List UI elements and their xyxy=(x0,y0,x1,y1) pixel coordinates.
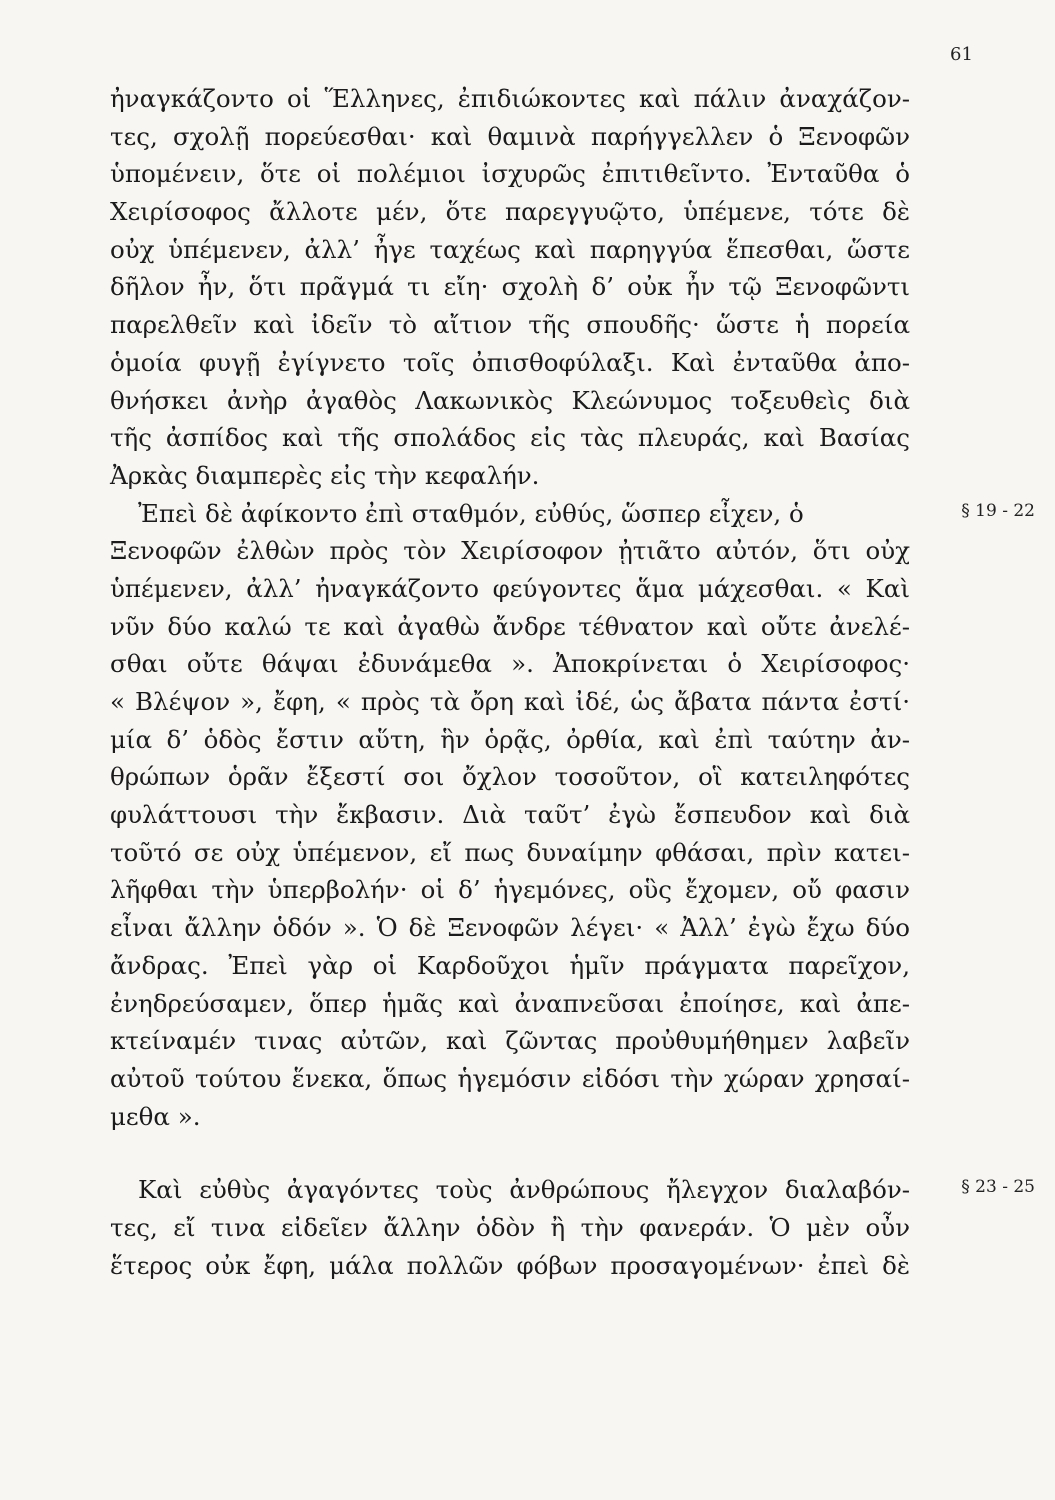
text-line: λῆφθαι τὴν ὑπερβολήν· οἱ δ’ ἡγεμόνες, οὓς ἔχομεν, οὔ φασιν xyxy=(110,875,910,905)
text-line: θρώπων ὁρᾶν ἔξεστί σοι ὄχλον τοσοῦτον, οἳ κατειληφότες xyxy=(110,762,910,792)
text-line: οὐχ ὑπέμενεν, ἀλλ’ ἦγε ταχέως καὶ παρηγγύα ἕπεσθαι, ὥστε xyxy=(110,234,910,264)
text-line: αὐτοῦ τούτου ἕνεκα, ὅπως ἡγεμόσιν εἰδόσι τὴν χώραν χρησαί- xyxy=(110,1063,910,1093)
text-line: Ξενοφῶν ἐλθὼν πρὸς τὸν Χειρίσοφον ᾐτιᾶτο αὐτόν, ὅτι οὐχ xyxy=(110,536,910,566)
paragraph xyxy=(110,495,1035,1136)
text-line: εἶναι ἄλλην ὁδόν ». Ὁ δὲ Ξενοφῶν λέγει· « Ἀλλ’ ἐγὼ ἔχω δύο xyxy=(110,913,910,943)
text-line: μία δ’ ὁδὸς ἔστιν αὕτη, ἣν ὁρᾷς, ὀρθία, καὶ ἐπὶ ταύτην ἀν- xyxy=(110,724,910,754)
text-line: ἐνηδρεύσαμεν, ὅπερ ἡμᾶς καὶ ἀναπνεῦσαι ἐποίησε, καὶ ἀπε- xyxy=(110,988,910,1018)
text-line: Χειρίσοφος ἄλλοτε μέν, ὅτε παρεγγυῷτο, ὑπέμενε, τότε δὲ xyxy=(110,197,910,227)
paragraph-gap xyxy=(110,1135,910,1171)
text-line: ὁμοία φυγῇ ἐγίγνετο τοῖς ὀπισθοφύλαξι. Καὶ ἐνταῦθα ἀπο- xyxy=(110,347,910,377)
text-line: « Βλέψον », ἔφη, « πρὸς τὰ ὄρη καὶ ἰδέ, ὡς ἄβατα πάντα ἐστί· xyxy=(110,687,910,716)
text-line: Ἀρκὰς διαμπερὲς εἰς τὴν κεφαλήν. xyxy=(110,460,540,490)
page-number: 61 xyxy=(950,44,973,65)
text-line: τοῦτό σε οὐχ ὑπέμενον, εἴ πως δυναίμην φθάσαι, πρὶν κατει- xyxy=(110,837,910,867)
text-line: κτείναμέν τινας αὐτῶν, καὶ ζῶντας προὐθυμήθημεν λαβεῖν xyxy=(110,1026,910,1056)
text-line: τῆς ἀσπίδος καὶ τῆς σπολάδος εἰς τὰς πλευράς, καὶ Βασίας xyxy=(110,423,910,453)
text-line: σθαι οὔτε θάψαι ἐδυνάμεθα ». Ἀποκρίνεται ὁ Χειρίσοφος· xyxy=(110,649,910,679)
text-line: νῦν δύο καλώ τε καὶ ἀγαθὼ ἄνδρε τέθνατον καὶ οὔτε ἀνελέ- xyxy=(110,611,910,641)
section-margin-note: § 19 - 22 xyxy=(961,500,1035,521)
paragraph xyxy=(110,80,910,495)
text-line: ὑπομένειν, ὅτε οἱ πολέμιοι ἰσχυρῶς ἐπιτιθεῖντο. Ἐνταῦθα ὁ xyxy=(110,159,910,189)
text-line: φυλάττουσι τὴν ἔκβασιν. Διὰ ταῦτ’ ἐγὼ ἔσπευδον καὶ διὰ xyxy=(110,800,910,830)
text-line: ἕτερος οὐκ ἔφη, μάλα πολλῶν φόβων προσαγομένων· ἐπεὶ δὲ xyxy=(110,1250,910,1280)
text-line: ὑπέμενεν, ἀλλ’ ἠναγκάζοντο φεύγοντες ἅμα μάχεσθαι. « Καὶ xyxy=(110,573,910,603)
text-line: μεθα ». xyxy=(110,1101,201,1131)
text-line: δῆλον ἦν, ὅτι πρᾶγμά τι εἴη· σχολὴ δ’ οὐκ ἦν τῷ Ξενοφῶντι xyxy=(110,272,910,302)
text-line: ἄνδρας. Ἐπεὶ γὰρ οἱ Καρδοῦχοι ἡμῖν πράγματα παρεῖχον, xyxy=(110,950,910,980)
text-line: θνήσκει ἀνὴρ ἀγαθὸς Λακωνικὸς Κλεώνυμος τοξευθεὶς διὰ xyxy=(110,385,910,415)
text-body xyxy=(110,80,1035,1284)
section-margin-note: § 23 - 25 xyxy=(961,1177,1035,1198)
text-line: τες, σχολῇ πορεύεσθαι· καὶ θαμινὰ παρήγγελλεν ὁ Ξενοφῶν xyxy=(110,121,910,151)
text-line: ἠναγκάζοντο οἱ Ἕλληνες, ἐπιδιώκοντες καὶ πάλιν ἀναχάζον- xyxy=(110,84,910,113)
text-line: τες, εἴ τινα εἰδεῖεν ἄλλην ὁδὸν ἢ τὴν φανεράν. Ὁ μὲν οὖν xyxy=(110,1212,910,1242)
text-line: Ἐπεὶ δὲ ἀφίκοντο ἐπὶ σταθμόν, εὐθύς, ὥσπερ εἶχεν, ὁ xyxy=(138,498,804,528)
paragraph xyxy=(110,1171,1035,1284)
text-line: παρελθεῖν καὶ ἰδεῖν τὸ αἴτιον τῆς σπουδῆς· ὥστε ἡ πορεία xyxy=(110,310,910,340)
text-line: Καὶ εὐθὺς ἀγαγόντες τοὺς ἀνθρώπους ἤλεγχον διαλαβόν- xyxy=(138,1175,910,1205)
